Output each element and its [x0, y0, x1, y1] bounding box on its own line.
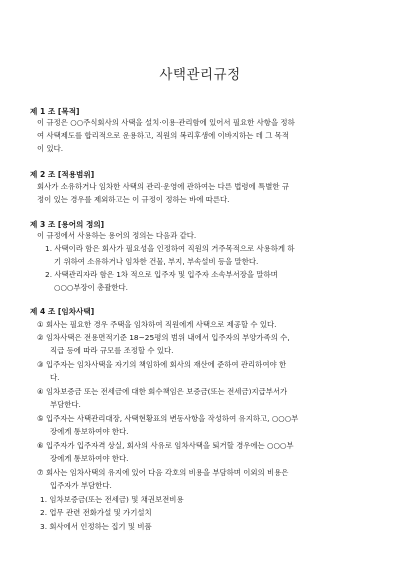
- article-3-line: ○○○부장이 총괄한다.: [54, 283, 129, 292]
- article-4-line: 부담한다.: [50, 400, 81, 409]
- article-4-line: ③ 입주자는 임차사택을 자기의 책임하에 회사의 재산에 준하여 관리하여야 한: [37, 360, 287, 369]
- article-4-line: 2. 업무 관련 전화가설 및 가기설치: [40, 508, 152, 517]
- article-4-line: 3. 회사에서 인정하는 집기 및 비품: [40, 522, 152, 531]
- article-1-heading: 제 1 조 [목적]: [30, 107, 80, 116]
- article-4-line: 직급 등에 따라 규모를 조정할 수 있다.: [50, 346, 174, 355]
- article-4-line: 1. 임차보증금(또는 전세금) 및 채권보전비용: [40, 495, 184, 504]
- article-4-line: ⑥ 입주자가 입주자격 상실, 회사의 사유로 임차사택을 퇴거할 경우에는 ○○○부: [37, 441, 294, 450]
- article-1-line: 이 있다.: [37, 144, 64, 153]
- article-2-line: 회사가 소유하거나 임차한 사택의 관리·운영에 관하여는 다른 법령에 특별한 규: [37, 182, 289, 191]
- article-2-line: 정이 있는 경우를 제외하고는 이 규정이 정하는 바에 따른다.: [37, 195, 230, 204]
- article-4-line: 다.: [50, 373, 60, 382]
- article-1-line: 이 규정은 ○○주식회사의 사택을 설치·이용·관리함에 있어서 필요한 사항을 정하: [37, 118, 295, 127]
- document-title: 사택관리규정: [159, 67, 241, 83]
- article-2-heading: 제 2 조 [적용범위]: [30, 170, 95, 179]
- article-4-line: 장에게 통보하여야 한다.: [50, 427, 129, 436]
- article-4-line: ④ 임차보증금 또는 전세금에 대한 회수책임은 보증금(또는 전세금)지급부서가: [37, 387, 288, 396]
- article-3-line: 1. 사택이라 함은 회사가 필요성을 인정하여 직원의 거주목적으로 사용하게 하: [45, 244, 295, 253]
- article-3-line: 기 위하여 소유하거나 임차한 건물, 부지, 부속설비 등을 말한다.: [54, 257, 259, 266]
- article-4-heading: 제 4 조 [임차사택]: [30, 307, 95, 316]
- article-3-line: 2. 사택관리자라 함은 1차 적으로 입주자 및 입주자 소속부서장을 말하며: [45, 270, 278, 279]
- article-3-heading: 제 3 조 [용어의 정의]: [30, 220, 105, 229]
- article-1-line: 여 사택제도를 합리적으로 운용하고, 직원의 복리후생에 이바지하는 데 그 목적: [37, 131, 289, 140]
- article-4-line: ② 임차사택은 전용면적기준 18~25평의 범위 내에서 입주자의 부양가족의 수,: [37, 333, 290, 342]
- article-4-line: ⑤ 입주자는 사택관리대장, 사택현황표의 변동사항을 작성하여 유지하고, ○○○부: [37, 414, 299, 423]
- article-3-line: 이 규정에서 사용하는 용어의 정의는 다음과 같다.: [37, 231, 197, 240]
- article-4-line: 장에게 통보하여야 한다.: [50, 454, 129, 463]
- article-4-line: ⑦ 회사는 임차사택의 유지에 있어 다음 각호의 비용을 부담하며 이외의 비용은: [37, 468, 289, 477]
- article-4-line: ① 회사는 필요한 경우 주택을 임차하여 직원에게 사택으로 제공할 수 있다.: [37, 320, 277, 329]
- article-4-line: 입주자가 부담한다.: [50, 481, 112, 490]
